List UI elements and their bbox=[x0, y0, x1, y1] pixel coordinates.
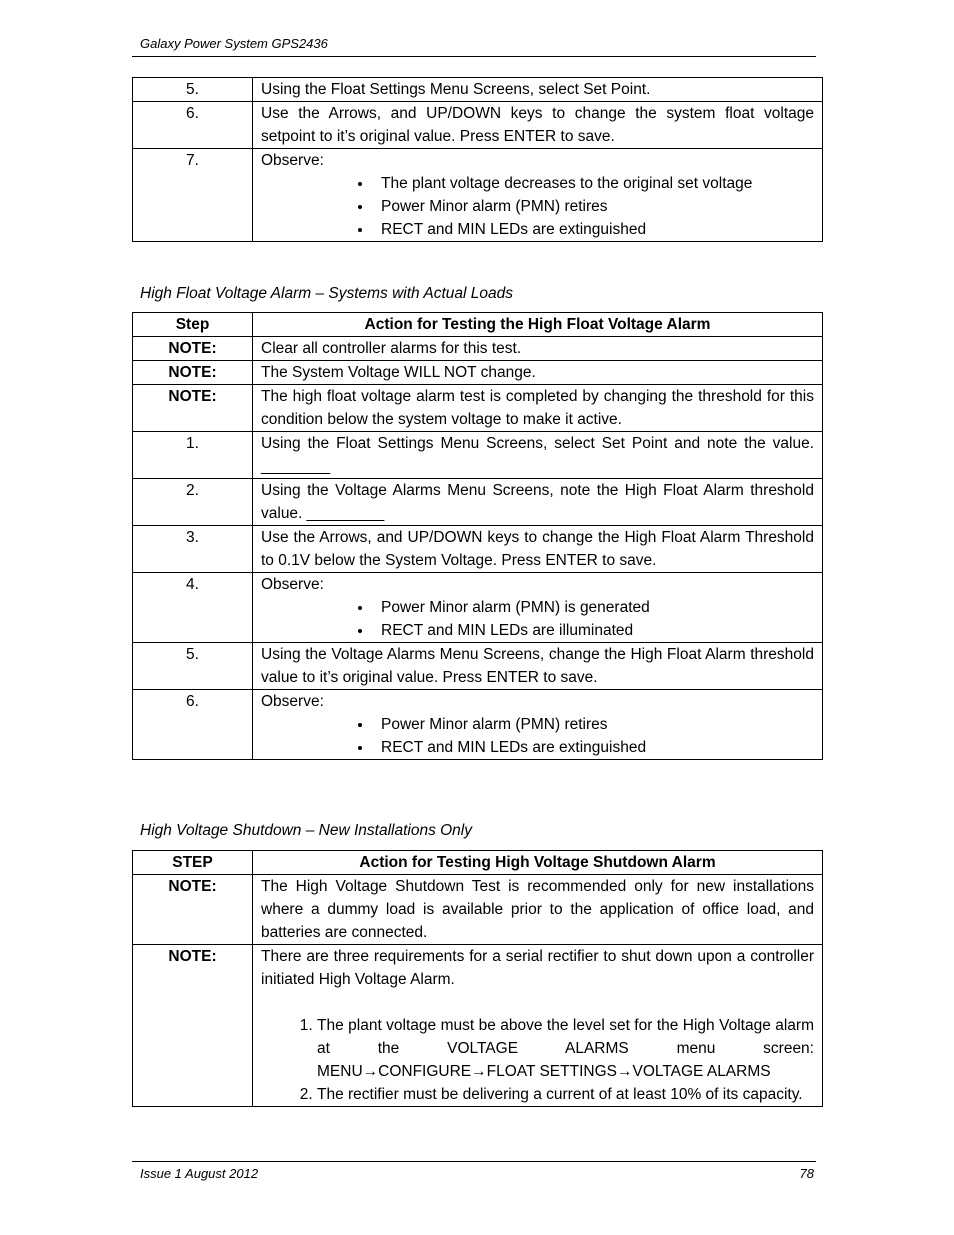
list-item: • Power Minor alarm (PMN) retires bbox=[373, 195, 814, 218]
step-action-cell bbox=[253, 573, 823, 643]
section-caption-high-float: High Float Voltage Alarm – Systems with Actual Loads bbox=[140, 285, 514, 302]
step-action: Using the Voltage Alarms Menu Screens, note the High Float Alarm threshold value. _________ bbox=[253, 479, 823, 526]
step-action: Use the Arrows, and UP/DOWN keys to change the system float voltage setpoint to it’s original value. Press ENTER to save. bbox=[253, 102, 823, 149]
list-item: • Power Minor alarm (PMN) is generated bbox=[373, 596, 814, 619]
table-row bbox=[133, 479, 823, 526]
column-header-step: STEP bbox=[133, 851, 253, 875]
page-number: 78 bbox=[799, 1166, 814, 1181]
table-row bbox=[133, 573, 823, 643]
table-row bbox=[133, 875, 823, 945]
observe-label: Observe: bbox=[261, 152, 324, 169]
observe-list bbox=[261, 172, 814, 241]
step-number: NOTE: bbox=[133, 337, 253, 361]
step-action: Using the Float Settings Menu Screens, select Set Point. bbox=[253, 78, 823, 102]
column-header-action: Action for Testing High Voltage Shutdown Alarm bbox=[253, 851, 823, 875]
high-voltage-shutdown-table bbox=[132, 850, 823, 1107]
step-action-cell bbox=[253, 149, 823, 242]
page-header-title: Galaxy Power System GPS2436 bbox=[140, 36, 328, 51]
step-action: The System Voltage WILL NOT change. bbox=[253, 361, 823, 385]
requirements-list bbox=[261, 1014, 814, 1106]
step-action: Using the Voltage Alarms Menu Screens, change the High Float Alarm threshold value to it’s original value. Press ENTER to save. bbox=[253, 643, 823, 690]
list-item: • RECT and MIN LEDs are extinguished bbox=[373, 736, 814, 759]
step-number: 5. bbox=[133, 643, 253, 690]
step-action-cell bbox=[253, 690, 823, 760]
step-number: NOTE: bbox=[133, 361, 253, 385]
list-item: • RECT and MIN LEDs are extinguished bbox=[373, 218, 814, 241]
menu-path bbox=[317, 1063, 771, 1080]
step-number: 5. bbox=[133, 78, 253, 102]
list-item: • Power Minor alarm (PMN) retires bbox=[373, 713, 814, 736]
list-item: 2. The rectifier must be delivering a current of at least 10% of its capacity. bbox=[317, 1083, 814, 1106]
table-row bbox=[133, 643, 823, 690]
step-number: 2. bbox=[133, 479, 253, 526]
table-row bbox=[133, 945, 823, 1107]
list-item bbox=[317, 1014, 814, 1083]
step-number: NOTE: bbox=[133, 385, 253, 432]
table-row bbox=[133, 361, 823, 385]
footer-divider bbox=[132, 1161, 816, 1162]
step-number: NOTE: bbox=[133, 945, 253, 1107]
list-item: • RECT and MIN LEDs are illuminated bbox=[373, 619, 814, 642]
table-row bbox=[133, 337, 823, 361]
step-number: 6. bbox=[133, 102, 253, 149]
step-number: 7. bbox=[133, 149, 253, 242]
column-header-action: Action for Testing the High Float Voltage Alarm bbox=[253, 313, 823, 337]
observe-label: Observe: bbox=[261, 576, 324, 593]
step-action-cell bbox=[253, 945, 823, 1107]
step-action: Clear all controller alarms for this test. bbox=[253, 337, 823, 361]
list-item: • The plant voltage decreases to the original set voltage bbox=[373, 172, 814, 195]
table-row bbox=[133, 526, 823, 573]
observe-list bbox=[261, 713, 814, 759]
header-divider bbox=[132, 56, 816, 57]
step-number: 4. bbox=[133, 573, 253, 643]
step-number: 1. bbox=[133, 432, 253, 479]
arrow-right-icon: → bbox=[362, 1063, 379, 1080]
requirements-intro: There are three requirements for a serial rectifier to shut down upon a controller initiated High Voltage Alarm. bbox=[261, 948, 814, 988]
float-setpoint-table bbox=[132, 77, 823, 242]
section-caption-shutdown: High Voltage Shutdown – New Installations Only bbox=[140, 822, 473, 839]
table-header-row bbox=[133, 851, 823, 875]
column-header-step: Step bbox=[133, 313, 253, 337]
table-row bbox=[133, 102, 823, 149]
footer-issue: Issue 1 August 2012 bbox=[140, 1166, 259, 1181]
menu-path-step: VOLTAGE ALARMS bbox=[632, 1063, 771, 1080]
observe-label: Observe: bbox=[261, 693, 324, 710]
table-row bbox=[133, 385, 823, 432]
step-action: Use the Arrows, and UP/DOWN keys to change the High Float Alarm Threshold to 0.1V below the System Voltage. Press ENTER to save. bbox=[253, 526, 823, 573]
step-number: NOTE: bbox=[133, 875, 253, 945]
step-action: The High Voltage Shutdown Test is recommended only for new installations where a dummy load is available prior to the application of office load, and batteries are connected. bbox=[253, 875, 823, 945]
arrow-right-icon: → bbox=[616, 1063, 633, 1080]
menu-path-step: FLOAT SETTINGS bbox=[486, 1063, 617, 1080]
step-action: The high float voltage alarm test is completed by changing the threshold for this condition below the system voltage to make it active. bbox=[253, 385, 823, 432]
menu-path-step: CONFIGURE bbox=[378, 1063, 472, 1080]
arrow-right-icon: → bbox=[471, 1063, 487, 1080]
table-row bbox=[133, 432, 823, 479]
table-row bbox=[133, 149, 823, 242]
step-number: 3. bbox=[133, 526, 253, 573]
requirement-text: The plant voltage must be above the level set for the High Voltage alarm at the VOLTAGE ALARMS menu screen: bbox=[317, 1017, 814, 1057]
menu-path-step: MENU bbox=[317, 1063, 363, 1080]
table-row bbox=[133, 690, 823, 760]
step-number: 6. bbox=[133, 690, 253, 760]
table-row bbox=[133, 78, 823, 102]
table-header-row bbox=[133, 313, 823, 337]
high-float-alarm-table bbox=[132, 312, 823, 760]
observe-list bbox=[261, 596, 814, 642]
step-action: Using the Float Settings Menu Screens, select Set Point and note the value. ________ bbox=[253, 432, 823, 479]
